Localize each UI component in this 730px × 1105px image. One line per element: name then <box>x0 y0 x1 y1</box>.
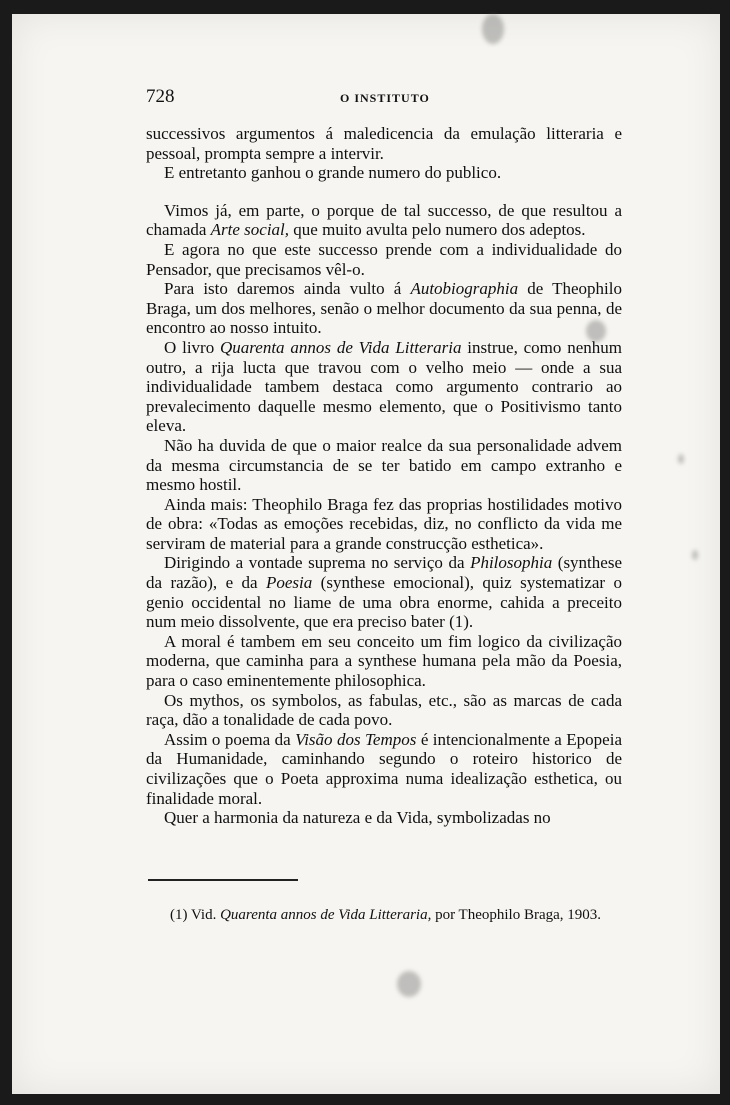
page-header <box>146 86 626 110</box>
page-number: 728 <box>146 86 175 107</box>
paragraph: Para isto daremos ainda vulto á Autobiographia de Theophilo Braga, um dos melhores, senão o melhor documento da sua penna, de encontro ao nosso intuito. <box>146 279 622 338</box>
paragraph: successivos argumentos á maledicencia da emulação litteraria e pessoal, prompta sempre a intervir. <box>146 124 622 163</box>
paragraph: Ainda mais: Theophilo Braga fez das proprias hostilidades motivo de obra: «Todas as emoções recebidas, diz, no conflicto da vida me serviram de material para a grande construcção esthetica». <box>146 494 622 553</box>
paragraph: A moral é tambem em seu conceito um fim logico da civilização moderna, que caminha para a synthese humana pela mão da Poesia, para o caso eminentemente philosophica. <box>146 631 622 691</box>
italic-title: Poesia <box>265 573 313 593</box>
italic-title: Autobiographia <box>410 279 519 299</box>
scan-smudge <box>692 550 698 560</box>
paragraph: Dirigindo a vontade suprema no serviço da Philosophia (synthese da razão), e da Poesia (synthese emocional), quiz systematizar o genio occidental no liame de uma obra enorme, cahida a preceito num meio dissolvente, que era preciso bater (1). <box>146 553 622 632</box>
paragraph: E agora no que este successo prende com a individualidade do Pensador, que precisamos vêl-o. <box>146 239 622 279</box>
scan-smudge <box>397 971 421 997</box>
scan-smudge <box>678 454 684 464</box>
paragraph: Não ha duvida de que o maior realce da sua personalidade advem da mesma circumstancia de se ter batido em campo extranho e mesmo hostil. <box>146 435 622 495</box>
paragraph: E entretanto ganhou o grande numero do publico. <box>164 163 502 183</box>
paragraph: Vimos já, em parte, o porque de tal successo, de que resultou a chamada Arte social, que muito avulta pelo numero dos adeptos. <box>146 200 622 240</box>
body-text <box>146 124 622 828</box>
italic-title: Visão dos Tempos <box>295 729 417 749</box>
italic-title: Quarenta annos de Vida Litteraria, <box>220 907 432 923</box>
scan-smudge <box>482 14 504 44</box>
italic-title: Arte social, <box>210 220 290 240</box>
paragraph: Os mythos, os symbolos, as fabulas, etc., são as marcas de cada raça, dão a tonalidade de cada povo. <box>146 690 622 730</box>
footnote-divider <box>148 879 298 881</box>
paragraph: O livro Quarenta annos de Vida Litteraria instrue, como nenhum outro, a rija lucta que travou com o velho meio — onde a sua individualidade tambem destaca como argumento contrario ao prevalecimento daquelle mesmo elemento, que o Positivismo tanto eleva. <box>146 337 622 436</box>
paragraph: Quer a harmonia da natureza e da Vida, symbolizadas no <box>164 808 551 828</box>
running-title: O INSTITUTO <box>340 91 430 105</box>
italic-title: Quarenta annos de Vida Litteraria <box>220 337 462 357</box>
paragraph: Assim o poema da Visão dos Tempos é intencionalmente a Epopeia da Humanidade, caminhando segundo o roteiro historico de civilizações que o Poeta approxima numa idealização esthetica, ou finalidade moral. <box>146 729 622 808</box>
footnote: (1) Vid. Quarenta annos de Vida Litteraria, por Theophilo Braga, 1903. <box>170 907 602 923</box>
italic-title: Philosophia <box>470 553 553 573</box>
